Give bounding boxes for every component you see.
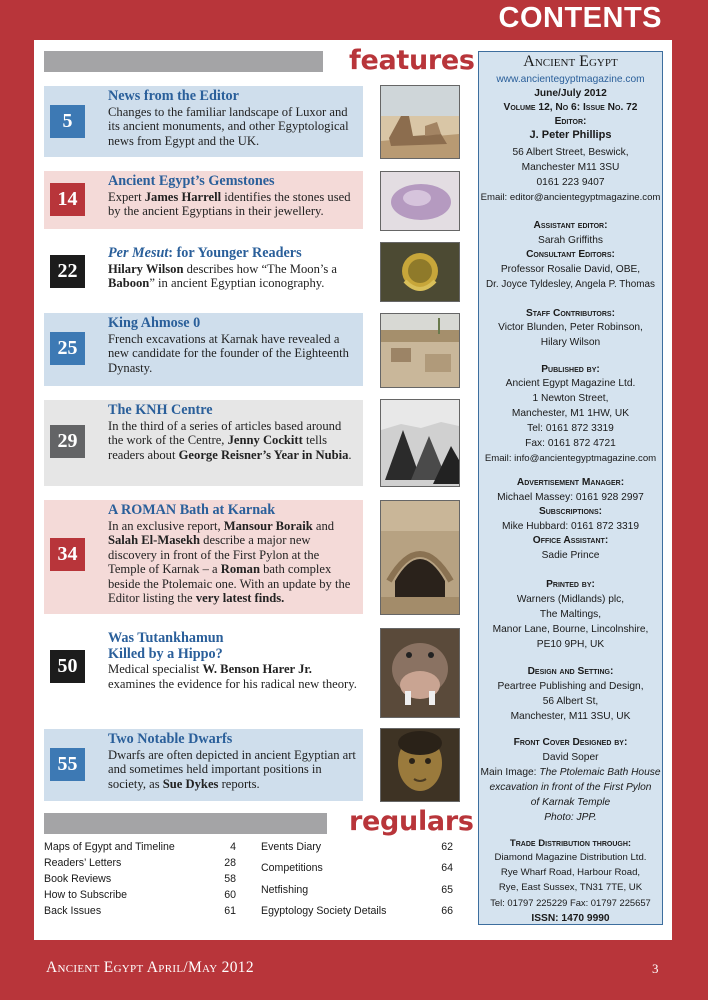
- regular-item[interactable]: Events Diary: [261, 841, 322, 853]
- regular-page: 65: [441, 884, 453, 896]
- regular-page: 64: [441, 862, 453, 874]
- regular-page: 28: [224, 857, 236, 869]
- author-name: Salah El-Masekh: [108, 533, 201, 548]
- regular-page: 58: [224, 873, 236, 885]
- regular-item[interactable]: Competitions: [261, 862, 323, 874]
- volume-info: Volume 12, No 6: Issue No. 72: [503, 102, 638, 113]
- regular-item[interactable]: Netfishing: [261, 884, 309, 896]
- features-bar: [44, 51, 323, 72]
- feature-item[interactable]: 50 Was Tutankhamun Killed by a Hippo? Medical specialist W. Benson Harer Jr. examines the evidence for his radical new theory.: [44, 628, 363, 718]
- author-name: James Harrell: [144, 189, 222, 204]
- footer-issue: Ancient Egypt April/May 2012: [46, 959, 254, 976]
- nubian-pyramids-photo: [380, 399, 460, 487]
- sphinx-photo: [380, 85, 460, 159]
- issn: ISSN: 1470 9990: [531, 913, 610, 924]
- regulars-bar: [44, 813, 327, 834]
- roman-bath-photo: [380, 500, 460, 615]
- feature-item[interactable]: [44, 313, 363, 386]
- features-heading: features: [349, 45, 475, 76]
- info-email[interactable]: Email: info@ancientegyptmagazine.com: [484, 453, 657, 464]
- feature-item[interactable]: 22 Per Mesut: for Younger Readers Hilary Wilson describes how “The Moon’s a Baboon” in ancient Egyptian iconography.: [44, 243, 363, 303]
- masthead-sidebar: Ancient Egypt www.ancientegyptmagazine.com June/July 2012 Volume 12, No 6: Issue No. 72 Editor: J. Peter Phillips 56 Albert Street, Beswick, Manchester M11 3SU 0161 223 9407 Email: editor@ancientegyptmagazine.com Assistant editor: Sarah Griffiths Consultant Editors: Professor Rosalie David, OBE, Dr. Joyce Tyldesley, Angela P. Thomas Staff Contributors: Victor Blunden, Peter Robinson, Hilary Wilson Published by: Ancient Egypt Magazine Ltd. 1 Newton Street, Manchester, M1 1HW, UK Tel: 0161 872 3319 Fax: 0161 872 4721 Email: info@ancientegyptmagazine.com Advertisement Manager: Michael Massey: 0161 928 2997 Subscriptions: Mike Hubbard: 0161 872 3319 Office Assistant: Sadie Prince Printed by: Warners (Midlands) plc, The Maltings, Manor Lane, Bourne, Lincolnshire, PE10 9PH, UK Design and Setting: Peartree Publishing and Design, 56 Albert St, Manchester, M11 3SU, UK Front Cover Designed by: David Soper Main Image: The Ptolemaic Bath House excavation in front of the First Pylon of Karnak Temple Photo: JPP. Trade Distribution through: Diamond Magazine Distribution Ltd. Rye Wharf Road, Harbour Road, Rye, East Sussex, TN31 7TE, UK Tel: 01797 225229 Fax: 01797 225657 ISSN: 1470 9990: [478, 51, 663, 925]
- regular-page: 66: [441, 905, 453, 917]
- feature-item[interactable]: 29 The KNH Centre In the third of a series of articles based around the work of the Centre, Jenny Cockitt tells readers about George Reisner’s Year in Nubia.: [44, 400, 363, 486]
- editor-name: J. Peter Phillips: [529, 129, 612, 141]
- contents-sheet: [34, 40, 672, 940]
- page-number: 14: [50, 183, 85, 216]
- feature-title: The KNH Centre: [108, 402, 213, 418]
- feature-item[interactable]: 34 A ROMAN Bath at Karnak In an exclusive report, Mansour Boraik and Salah El-Masekh describe a major new discovery in front of the First Pylon at the Temple of Karnak – a Roman bath complex beside the Ptolemaic one. With an update by the Editor listing the very latest finds.: [44, 500, 363, 614]
- editor-label: Editor:: [554, 116, 587, 127]
- moon-disc-photo: [380, 242, 460, 302]
- author-name: Sue Dykes: [162, 776, 219, 791]
- page-title: CONTENTS: [498, 2, 662, 34]
- page-number: 22: [50, 255, 85, 288]
- page-number: 34: [50, 538, 85, 571]
- folio-page-number: 3: [652, 961, 659, 976]
- feature-title: A ROMAN Bath at Karnak: [108, 502, 276, 518]
- karnak-excavation-photo: [380, 313, 460, 388]
- magazine-brand: Ancient Egypt: [523, 53, 618, 70]
- feature-title: Two Notable Dwarfs: [108, 731, 233, 747]
- author-name: Hilary Wilson: [108, 261, 184, 276]
- author-name: W. Benson Harer Jr.: [202, 662, 312, 676]
- feature-title: Per Mesut: for Younger Readers: [108, 245, 302, 261]
- editor-email[interactable]: Email: editor@ancientegyptmagazine.com: [480, 192, 661, 203]
- regular-item[interactable]: Maps of Egypt and Timeline: [44, 841, 175, 853]
- feature-item[interactable]: 55 Two Notable Dwarfs Dwarfs are often depicted in ancient Egyptian art and sometimes held important positions in society, as Sue Dykes reports.: [44, 729, 363, 801]
- regular-page: 60: [224, 889, 236, 901]
- feature-item[interactable]: 14 Ancient Egypt’s Gemstones Expert James Harrell identifies the stones used by the ancient Egyptians in their jewellery.: [44, 171, 363, 229]
- dwarf-statue-photo: [380, 728, 460, 802]
- feature-title: Was Tutankhamun Killed by a Hippo?: [108, 630, 224, 662]
- page-number: 50: [50, 650, 85, 683]
- regular-item[interactable]: Book Reviews: [44, 873, 112, 885]
- regular-page: 62: [441, 841, 453, 853]
- page-number: 55: [50, 748, 85, 781]
- feature-description: French excavations at Karnak have revealed a new candidate for the founder of the Eighteenth Dynasty.: [108, 331, 349, 375]
- author-name: Jenny Cockitt: [227, 433, 303, 448]
- feature-item[interactable]: [44, 86, 363, 157]
- issue-date: June/July 2012: [534, 88, 607, 99]
- regular-item[interactable]: Back Issues: [44, 905, 102, 917]
- amethyst-photo: [380, 171, 460, 231]
- regular-item[interactable]: Readers’ Letters: [44, 857, 122, 869]
- regulars-heading: regulars: [349, 806, 474, 837]
- feature-description: Changes to the familiar landscape of Luxor and its ancient monuments, and other Egyptological news from Egypt and the UK.: [108, 104, 349, 148]
- page-number: 5: [50, 105, 85, 138]
- website-link[interactable]: www.ancientegyptmagazine.com: [496, 74, 645, 85]
- regular-page: 4: [230, 841, 236, 853]
- page-number: 29: [50, 425, 85, 458]
- feature-title: News from the Editor: [108, 88, 239, 104]
- feature-title: Ancient Egypt’s Gemstones: [108, 173, 275, 189]
- regular-item[interactable]: How to Subscribe: [44, 889, 128, 901]
- regular-page: 61: [224, 905, 236, 917]
- page-number: 25: [50, 332, 85, 365]
- feature-title: King Ahmose 0: [108, 315, 201, 331]
- regular-item[interactable]: Egyptology Society Details: [261, 905, 387, 917]
- hippo-photo: [380, 628, 460, 718]
- author-name: Mansour Boraik: [223, 518, 313, 533]
